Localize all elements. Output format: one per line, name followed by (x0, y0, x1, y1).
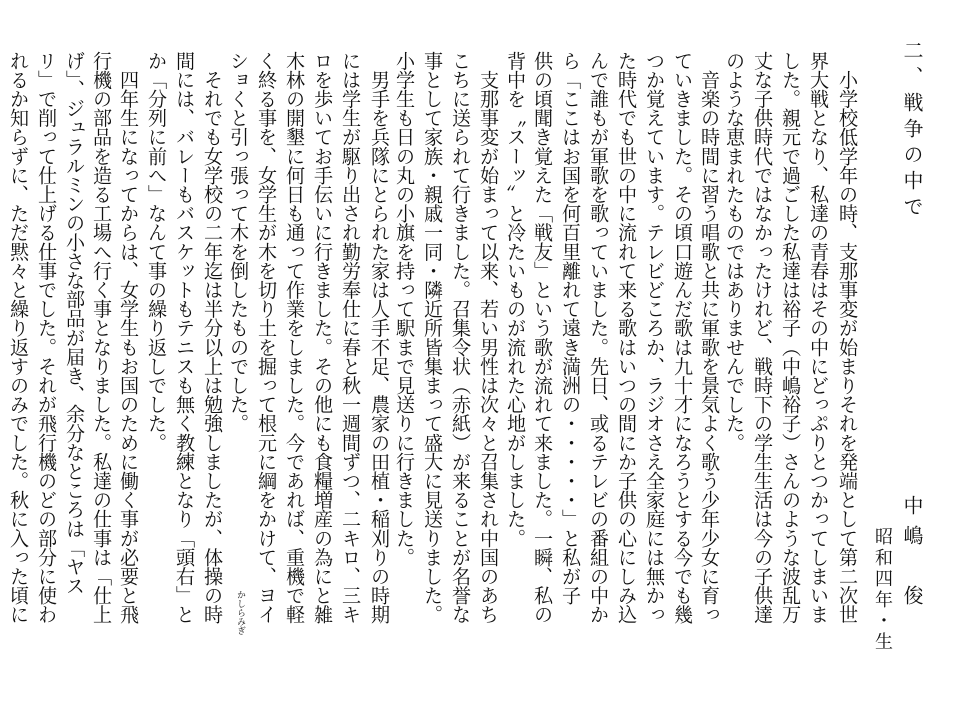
body-line: 行機の部品を造る工場へ行く事となりました。私達の仕事は「仕上 (90, 51, 114, 624)
body-line: 四年生になってからは、女学生もお国のために働く事が必要と飛 (117, 51, 141, 624)
body-line: 背中を〝スーッ〟と冷たいものが流れた心地がしました。 (504, 51, 528, 548)
body-line: 小学校低学年の時、支那事変が始まりそれを発端として第二次世 (836, 51, 860, 624)
essay-title: 二、戦争の中で (900, 40, 924, 222)
body-line: 事として家族・親戚一同・隣近所皆集まって盛大に見送りました。 (421, 51, 445, 624)
body-line: 丈な子供時代ではなかったけれど、戦時下の学生生活は今の子供達 (751, 51, 775, 624)
body-line: た時代でも世の中に流れて来る歌はいつの間にか子供の心にしみ込 (615, 51, 639, 624)
body-line: げ」、ジュラルミンの小さな部品が届き、余分なところは「ヤス (63, 51, 87, 596)
body-line: 音楽の時間に習う唱歌と共に軍歌を景気よく歌う少年少女に育っ (698, 51, 722, 624)
body-line: れるか知らずに、ただ黙々と繰り返すのみでした。秋に入った頃に (7, 51, 31, 624)
body-line: した。親元で過ごした私達は裕子（中嶋裕子）さんのような波乱万 (779, 51, 803, 624)
body-line: こちに送られて行きました。召集令状（赤紙）が来ることが名誉な (449, 51, 473, 624)
author-birth-year: 昭和四年・生 (872, 527, 893, 653)
body-line: ショくと引っ張って木を倒したものでした。 (227, 51, 251, 433)
body-line: 界大戦となり、私達の青春はその中にどっぷりとつかってしまいま (807, 51, 831, 624)
body-line: のような恵まれたものではありませんでした。 (723, 51, 747, 453)
body-line: ら「ここはお国を何百里離れて遠き満洲の・・・・・」と私が子 (559, 51, 583, 605)
body-line: 木林の開墾に何日も通って作業をしました。今であれば、重機で軽 (283, 51, 307, 624)
body-line: ていきました。その頃口遊んだ歌は九十才になろうとする今でも幾 (671, 51, 695, 624)
body-line: には学生が駆り出され勤労奉仕に春と秋一週間ずつ、二キロ、三キ (339, 51, 363, 624)
body-line: んで誰もが軍歌を歌っていました。先日、或るテレビの番組の中か (587, 51, 611, 624)
body-line: か「分列に前へ」なんて事の繰り返しでした。 (145, 51, 169, 453)
body-line: 支那事変が始まって以来、若い男性は次々と召集され中国のあち (477, 51, 501, 624)
body-line: ロを歩いてお手伝いに行きました。その他にも食糧増産の為にと雑 (311, 51, 335, 624)
body-line: それでも女学校の二年迄は半分以上は勉強しましたが、体操の時 (201, 51, 225, 624)
author-name: 中嶋 俊 (900, 495, 924, 615)
body-line: つか覚えています。テレビどころか、ラジオさえ全家庭には無かっ (643, 51, 667, 624)
body-line: く終る事を、女学生が木を切り土を掘って根元に綱をかけて、ヨイ (255, 51, 279, 624)
body-line: 供の頃聞き覚えた「戦友」という歌が流れて来ました。一瞬、私の (531, 51, 555, 624)
body-line: 小学生も日の丸の小旗を持って駅まで見送りに行きました。 (393, 51, 417, 567)
body-line: リ」で削って仕上げる仕事でした。それが飛行機のどの部分に使わ (35, 51, 59, 624)
body-line: 間には、バレーもバスケットもテニスも無く教練となり「頭右」と (173, 51, 197, 624)
ruby-annotation: かしらみぎ (235, 590, 245, 635)
body-line: 男手を兵隊にとられた家は人手不足、農家の田植・稲刈りの時期 (368, 51, 392, 624)
